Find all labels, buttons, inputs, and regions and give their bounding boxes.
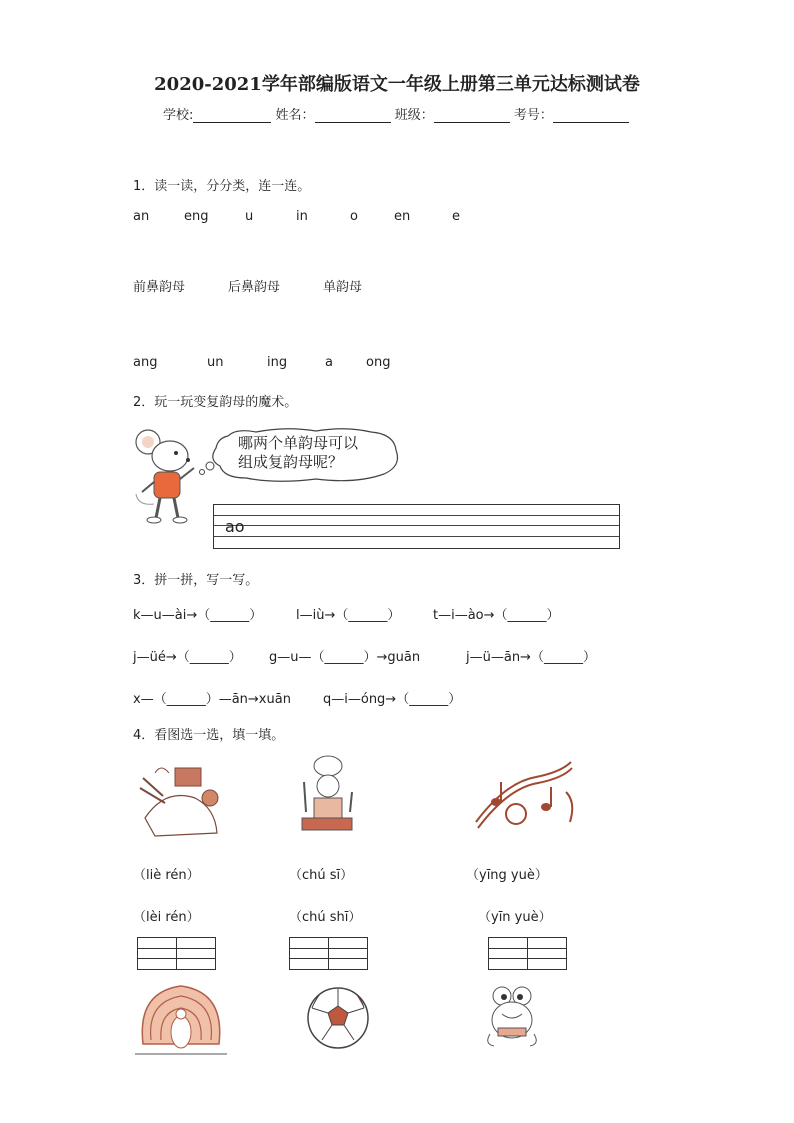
- spelling-item[interactable]: k—u—ài→（______）: [133, 608, 263, 623]
- spelling-item[interactable]: l—iù→（______）: [296, 608, 401, 623]
- q1-heading: 1．读一读，分分类，连一连。: [133, 179, 311, 194]
- answer-example: ao: [225, 517, 245, 536]
- pinyin-item: ong: [366, 355, 391, 370]
- name-label: 姓名：: [275, 108, 315, 123]
- pinyin-item: eng: [184, 209, 209, 224]
- q4-heading: 4．看图选一选，填一填。: [133, 728, 285, 743]
- bubble-line: 组成复韵母呢？: [238, 453, 344, 471]
- page-title: 2020-2021学年部编版语文一年级上册第三单元达标测试卷: [154, 74, 640, 95]
- option-b[interactable]: （lèi rén）: [133, 910, 200, 925]
- student-info-line: [163, 104, 629, 123]
- number-label: 考号：: [513, 108, 553, 123]
- writing-grid[interactable]: [488, 937, 567, 970]
- pinyin-item: ing: [267, 355, 288, 370]
- pinyin-item: a: [325, 355, 333, 370]
- option-a[interactable]: （chú sī）: [289, 868, 354, 883]
- option-b[interactable]: （chú shī）: [289, 910, 362, 925]
- bubble-line: 哪两个单韵母可以: [238, 434, 359, 452]
- pinyin-item: an: [133, 209, 150, 224]
- number-field[interactable]: [553, 109, 629, 123]
- frog-picture: [480, 982, 546, 1052]
- category-simple-final: 单韵母: [323, 280, 363, 295]
- pinyin-item: un: [207, 355, 224, 370]
- writing-grid[interactable]: [137, 937, 216, 970]
- spelling-item[interactable]: t—i—ào→（______）: [433, 608, 560, 623]
- music-notes-picture: [466, 752, 576, 842]
- spelling-item[interactable]: x—（______）—ān→xuān: [133, 692, 291, 707]
- spelling-item[interactable]: j—ü—ān→（______）: [466, 650, 596, 665]
- pinyin-item: in: [296, 209, 308, 224]
- spelling-item[interactable]: q—i—óng→（______）: [323, 692, 462, 707]
- pinyin-item: e: [452, 209, 460, 224]
- q3-heading: 3．拼一拼，写一写。: [133, 573, 259, 588]
- pinyin-item: en: [394, 209, 411, 224]
- peacock-picture: [135, 982, 227, 1057]
- q2-heading: 2．玩一玩变复韵母的魔术。: [133, 395, 298, 410]
- pinyin-item: u: [245, 209, 254, 224]
- option-a[interactable]: （yīng yuè）: [466, 868, 548, 883]
- name-field[interactable]: [315, 109, 391, 123]
- category-back-nasal: 后鼻韵母: [228, 280, 281, 295]
- football-picture: [306, 986, 370, 1050]
- option-b[interactable]: （yīn yuè）: [478, 910, 552, 925]
- option-a[interactable]: （liè rén）: [133, 868, 200, 883]
- pinyin-item: ang: [133, 355, 158, 370]
- spelling-item[interactable]: g—u—（______）→guān: [269, 650, 421, 665]
- category-front-nasal: 前鼻韵母: [133, 280, 186, 295]
- class-field[interactable]: [434, 109, 510, 123]
- spelling-item[interactable]: j—üé→（______）: [133, 650, 242, 665]
- school-label: 学校:: [163, 108, 194, 123]
- school-field[interactable]: [193, 109, 271, 123]
- chef-picture: [292, 752, 362, 842]
- pinyin-item: o: [350, 209, 358, 224]
- writing-grid[interactable]: [289, 937, 368, 970]
- answer-writing-lines[interactable]: [213, 504, 620, 549]
- class-label: 班级：: [394, 108, 434, 123]
- hunter-picture: [135, 758, 225, 838]
- bubble-text: [238, 434, 358, 472]
